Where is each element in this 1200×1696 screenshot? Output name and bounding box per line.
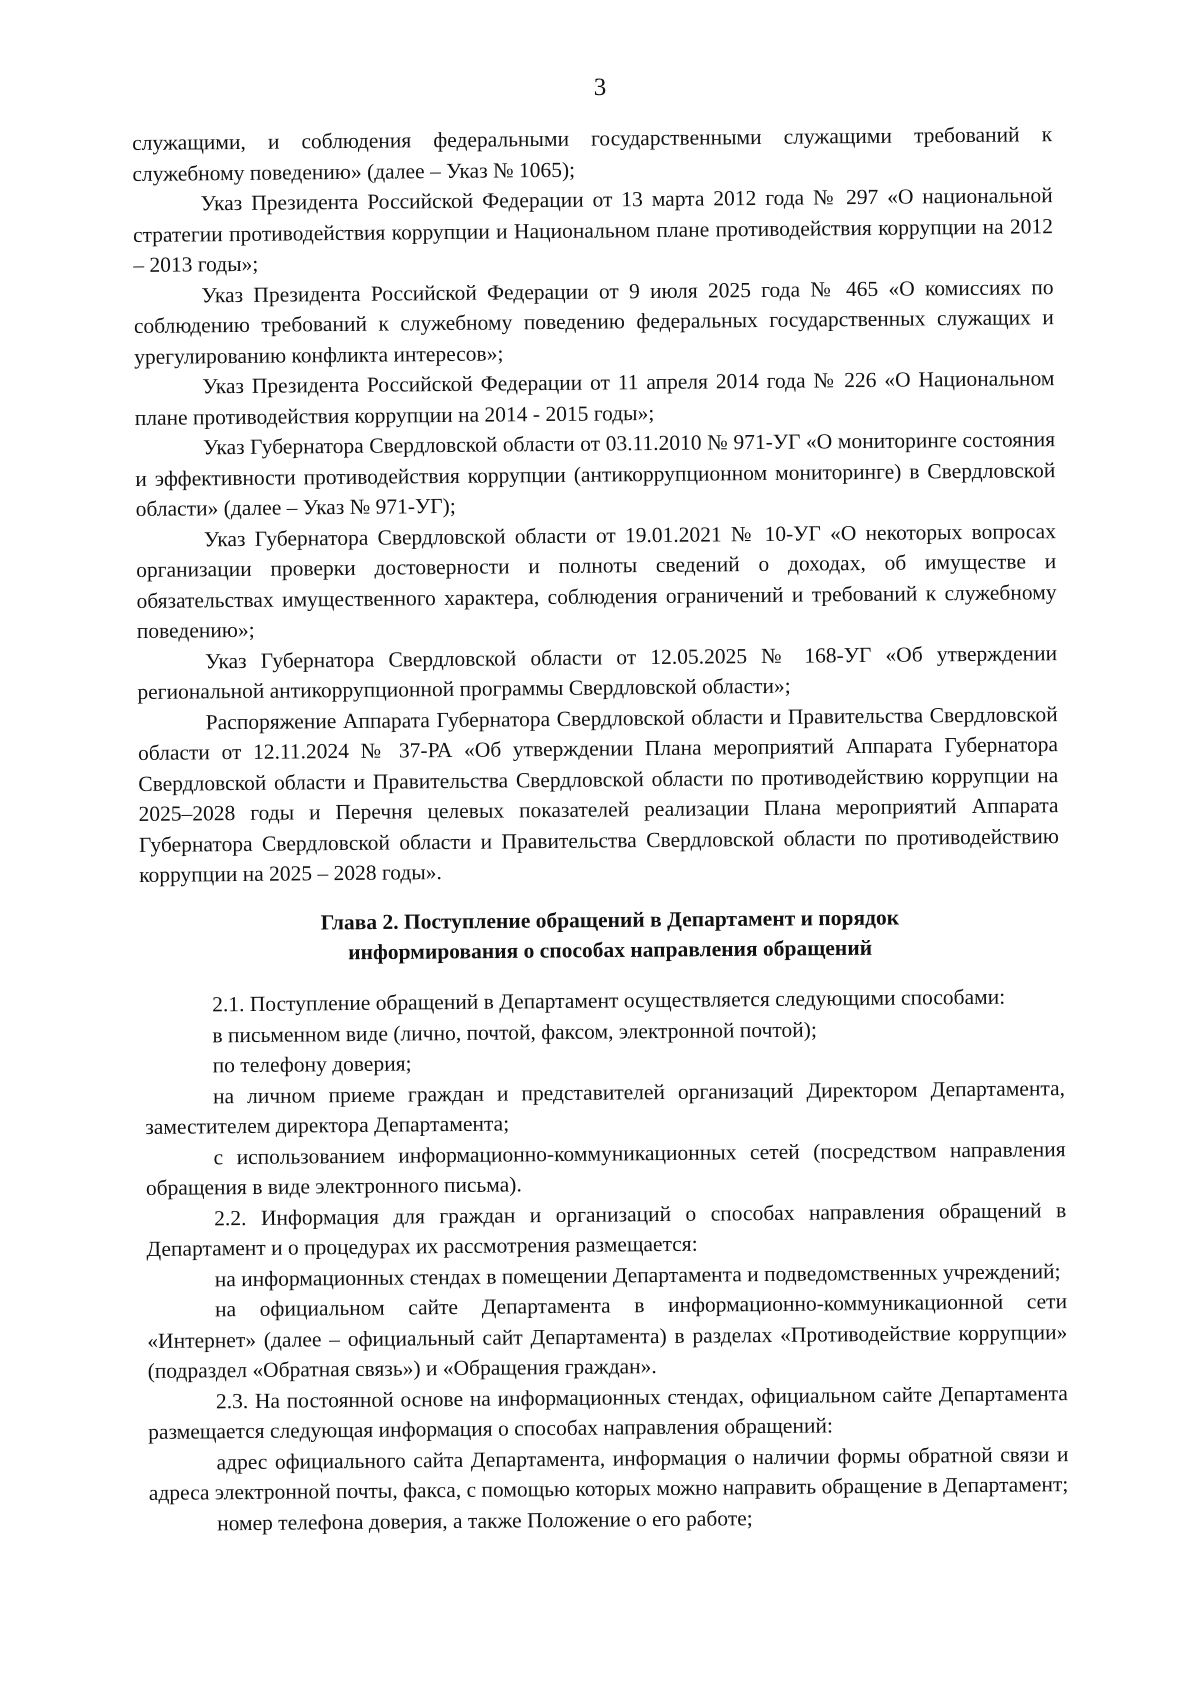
paragraph-decree-971: Указ Губернатора Свердловской области от 03.11.2010 № 971-УГ «О мониторинге состояния и эффективности противодействия коррупции (антикоррупционном мониторинге) в Свердловской области» (далее – Указ № 971-УГ);	[135, 427, 1056, 521]
list-item-website: на официальном сайте Департамента в информационно-коммуникационной сети «Интернет» (далее – официальный сайт Департамента) в разделах «Противодействие коррупции» (подраздел «Обратная связь») и «Обращения граждан».	[147, 1289, 1068, 1383]
page-number: 3	[593, 74, 607, 101]
paragraph-2-2: 2.2. Информация для граждан и организаций о способах направления обращений в Департамент и о процедурах их рассмотрения размещается:	[146, 1197, 1067, 1261]
list-item-written: в письменном виде (лично, почтой, факсом, электронной почтой);	[212, 1017, 817, 1047]
list-item-personal-reception: на личном приеме граждан и представителей организаций Директором Департамента, заместителем директора Департамента;	[145, 1075, 1066, 1139]
chapter-heading	[150, 901, 1070, 969]
chapter-heading-line-2: информирования о способах направления обращений	[348, 935, 873, 965]
paragraph-2-3: 2.3. На постоянной основе на информационных стендах, официальном сайте Департамента размещается следующая информация о способах направления обращений:	[148, 1380, 1069, 1444]
paragraph-order-37: Распоряжение Аппарата Губернатора Свердловской области и Правительства Свердловской области от 12.11.2024 № 37-РА «Об утверждении Плана мероприятий Аппарата Губернатора Свердловской области и Правительства Свердловской области по противодействию коррупции на 2025–2028 годы и Перечня целевых показателей реализации Плана мероприятий Аппарата Губернатора Свердловской области и Правительства Свердловской области по противодействию коррупции на 2025 – 2028 годы».	[137, 701, 1059, 887]
list-item-site-address: адрес официального сайта Департамента, информация о наличии формы обратной связи и адреса электронной почты, факса, с помощью которых можно направить обращение в Департамент;	[148, 1441, 1069, 1505]
chapter-2-body	[144, 981, 1069, 1539]
list-item-stands: на информационных стендах в помещении Департамента и подведомственных учреждений;	[214, 1258, 1061, 1291]
chapter-heading-line-1: Глава 2. Поступление обращений в Департамент и порядок	[320, 905, 900, 935]
paragraph-decree-297: Указ Президента Российской Федерации от 13 марта 2012 года № 297 «О национальной стратегии противодействия коррупции и Национальном плане противодействия коррупции на 2012 – 2013 годы»;	[132, 183, 1054, 277]
paragraph-continuation: служащими, и соблюдения федеральными государственными служащими требований к служебному поведению» (далее – Указ № 1065);	[132, 122, 1053, 186]
legal-acts-list	[132, 119, 1059, 890]
paragraph-2-1: 2.1. Поступление обращений в Департамент осуществляется следующими способами:	[212, 984, 1006, 1017]
paragraph-decree-465: Указ Президента Российской Федерации от 9 июля 2025 года № 465 «О комиссиях по соблюдению требований к служебному поведению федеральных государственных служащих и урегулированию конфликта интересов»;	[133, 274, 1054, 369]
list-item-hotline: по телефону доверия;	[212, 1051, 412, 1078]
list-item-networks: с использованием информационно-коммуникационных сетей (посредством направления обращения в виде электронного письма).	[145, 1136, 1066, 1200]
paragraph-decree-168: Указ Губернатора Свердловской области от 12.05.2025 № 168-УГ «Об утверждении региональной антикоррупционной программы Свердловской области»;	[137, 640, 1058, 704]
list-item-hotline-number: номер телефона доверия, а также Положение о его работе;	[217, 1505, 753, 1535]
paragraph-decree-10: Указ Губернатора Свердловской области от 19.01.2021 № 10-УГ «О некоторых вопросах организации проверки достоверности и полноты сведений о доходах, об имуществе и обязательствах имущественного характера, соблюдения ограничений и требований к служебному поведению»;	[136, 518, 1057, 643]
paragraph-decree-226: Указ Президента Российской Федерации от 11 апреля 2014 года № 226 «О Национальном плане противодействия коррупции на 2014 - 2015 годы»;	[134, 366, 1055, 430]
